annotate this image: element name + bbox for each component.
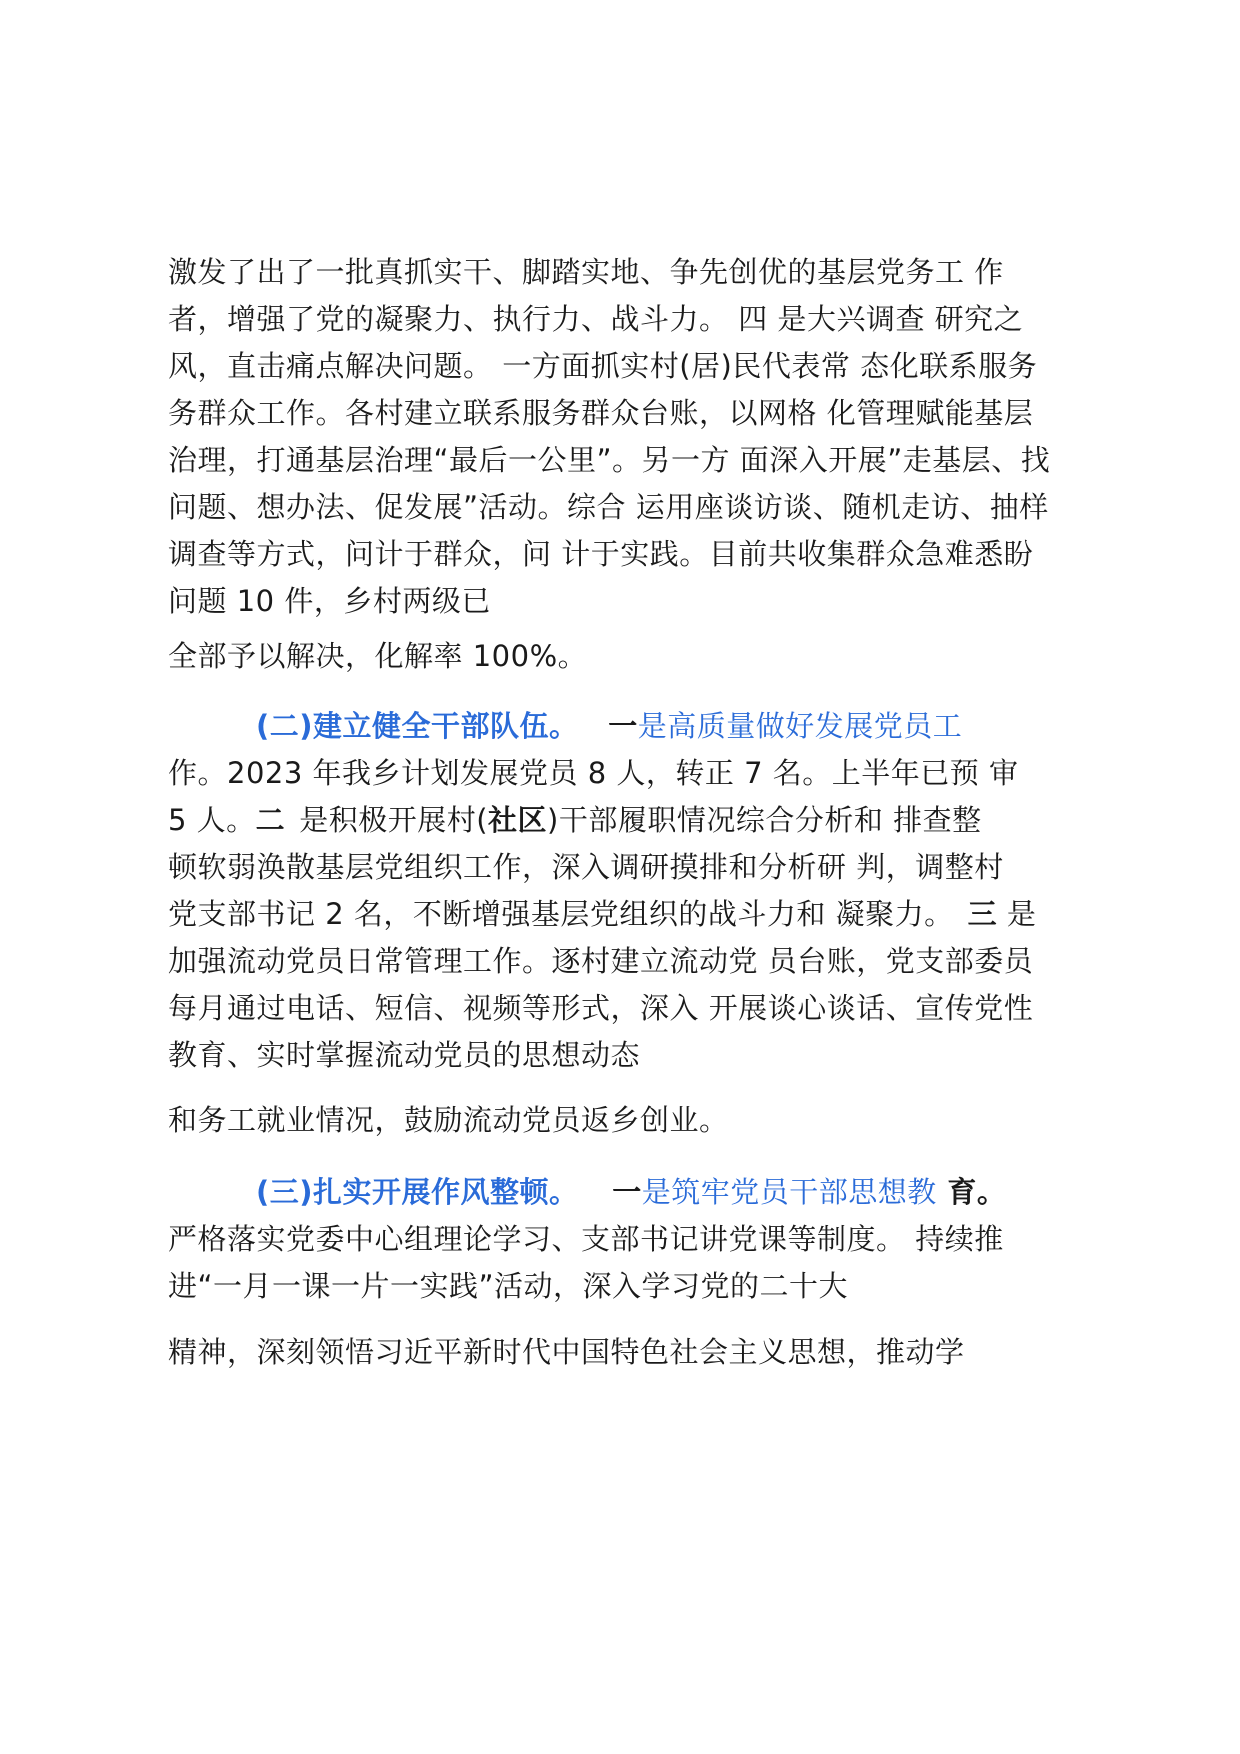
body-line: 作。2023 年我乡计划发展党员 8 人，转正 7 名。上半年已预 审 (168, 756, 1019, 790)
body-line: 和务工就业情况，鼓励流动党员返乡创业。 (168, 1103, 729, 1137)
body-line: 进“一月一课一片一实践”活动，深入学习党的二十大 (168, 1269, 849, 1303)
body-line: 严格落实党委中心组理论学习、支部书记讲党课等制度。 持续推 (168, 1222, 1004, 1256)
lead-sentence-end: 育。 (936, 1175, 1007, 1209)
body-line: 者，增强了党的凝聚力、执行力、战斗力。 四 是大兴调查 研究之 (168, 302, 1024, 336)
body-line: 教育、实时掌握流动党员的思想动态 (168, 1038, 641, 1072)
body-text: 是积极开展村( (299, 803, 489, 837)
ordinal-one: 一 (608, 709, 638, 743)
body-line: 全部予以解决，化解率 100%。 (168, 639, 588, 673)
section-heading-line (256, 706, 962, 746)
body-line: 激发了出了一批真抓实干、脚踏实地、争先创优的基层党务工 作 (168, 255, 1004, 289)
body-line: 加强流动党员日常管理工作。逐村建立流动党 员台账，党支部委员 (168, 944, 1034, 978)
section-heading: (三)扎实开展作风整顿。 (256, 1175, 579, 1209)
body-text-bold: 社区 (488, 803, 548, 837)
body-line: 问题 10 件，乡村两级已 (168, 584, 491, 618)
body-text: )干部履职情况综合分析和 排查整 (547, 803, 982, 837)
ordinal-two: 二 (255, 803, 286, 837)
body-line: 风，直击痛点解决问题。 一方面抓实村(居)民代表常 态化联系服务 (168, 349, 1038, 383)
body-line: 每月通过电话、短信、视频等形式，深入 开展谈心谈话、宣传党性 (168, 991, 1034, 1025)
lead-sentence: 是筑牢党员干部思想教 (641, 1175, 937, 1209)
body-line: 问题、想办法、促发展”活动。综合 运用座谈访谈、随机走访、抽样 (168, 490, 1049, 524)
body-line: 治理，打通基层治理“最后一公里”。另一方 面深入开展”走基层、找 (168, 443, 1051, 477)
body-line (168, 800, 982, 840)
body-text: 是 (997, 897, 1037, 931)
body-text: 党支部书记 2 名，不断增强基层党组织的战斗力和 凝聚力。 (168, 897, 954, 931)
ordinal-three: 三 (967, 897, 998, 931)
body-text: 5 人。 (168, 803, 256, 837)
ordinal-one: 一 (612, 1175, 642, 1209)
body-line: 顿软弱涣散基层党组织工作，深入调研摸排和分析研 判，调整村 (168, 850, 1004, 884)
body-line (168, 894, 1036, 934)
section-heading: (二)建立健全干部队伍。 (256, 709, 579, 743)
body-line: 精神，深刻领悟习近平新时代中国特色社会主义思想，推动学 (168, 1335, 965, 1369)
section-heading-line (256, 1172, 1006, 1212)
lead-sentence: 是高质量做好发展党员工 (637, 709, 963, 743)
body-line: 务群众工作。各村建立联系服务群众台账，以网格 化管理赋能基层 (168, 396, 1034, 430)
body-line: 调查等方式，问计于群众，问 计于实践。目前共收集群众急难悉盼 (168, 537, 1034, 571)
